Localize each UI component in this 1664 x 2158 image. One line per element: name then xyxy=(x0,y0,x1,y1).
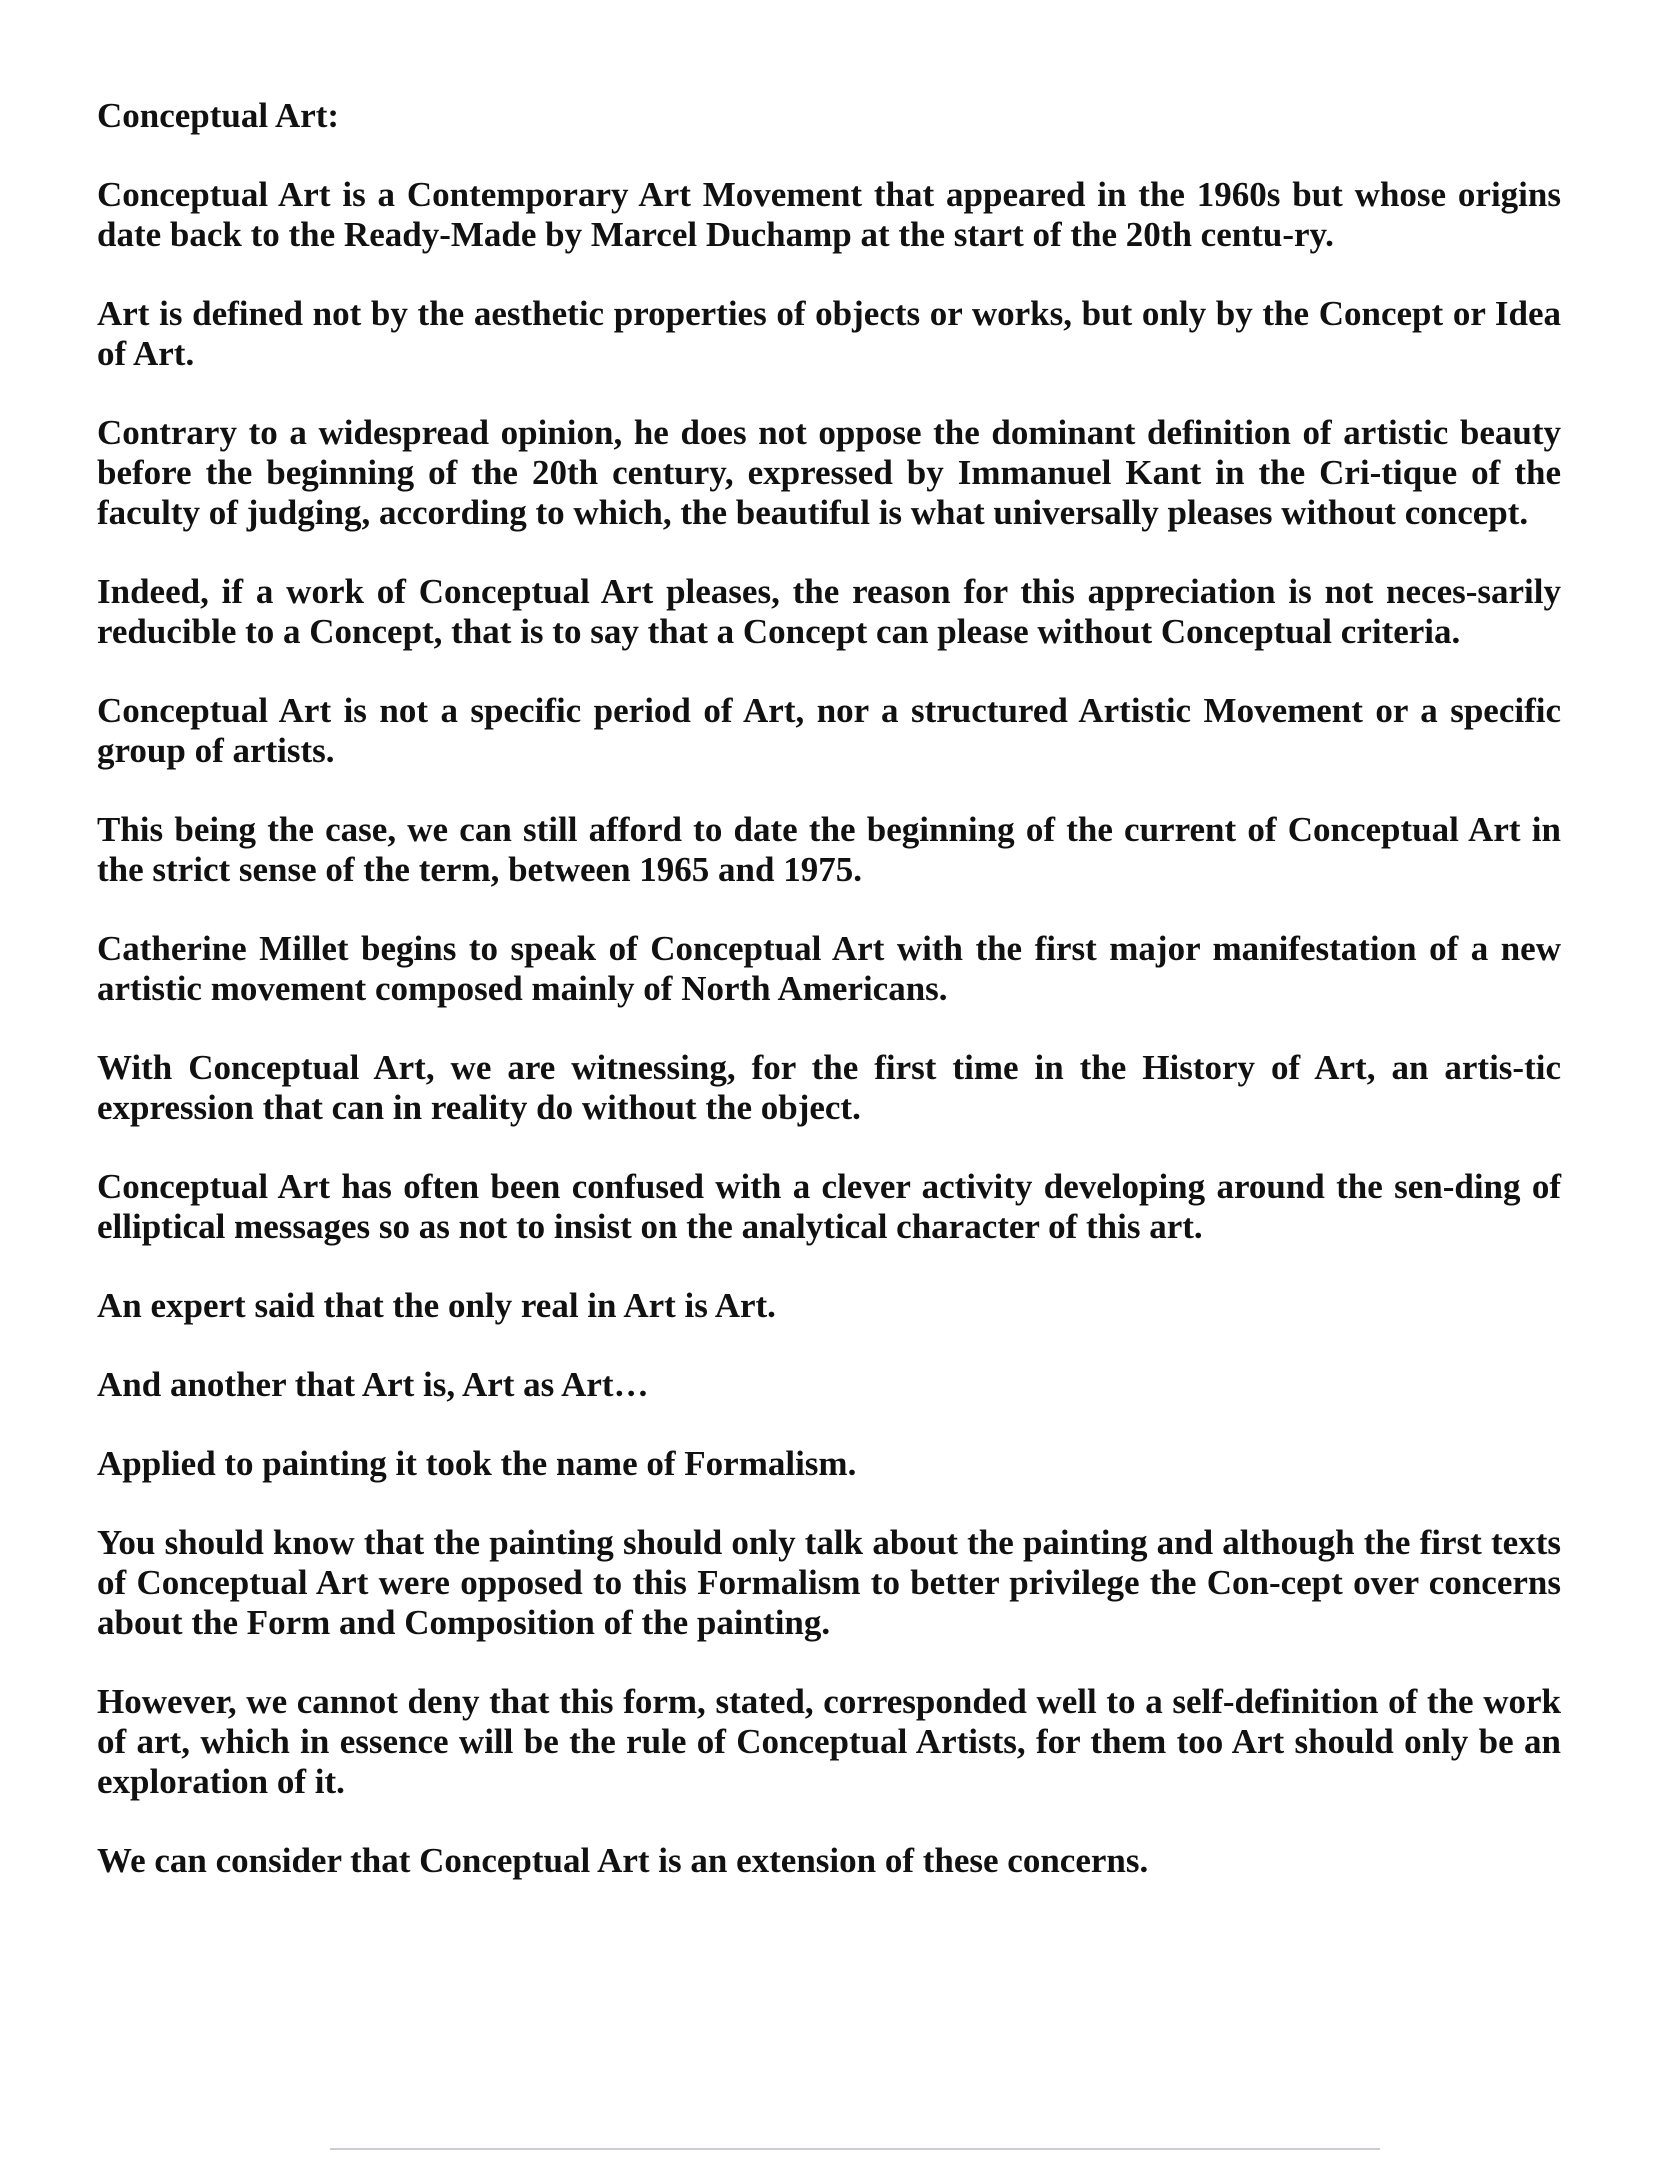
paragraph-13: You should know that the painting should only talk about the painting and although the first texts of Conceptual Art were opposed to this Formalism to better privilege the Con-cept over concerns about the Form and Composition of the painting. xyxy=(97,1523,1561,1642)
paragraph-9: Conceptual Art has often been confused with a clever activity developing around the sen-ding of elliptical messages so as not to insist on the analytical character of this art. xyxy=(97,1167,1561,1246)
paragraph-5: Conceptual Art is not a specific period of Art, nor a structured Artistic Movement or a specific group of artists. xyxy=(97,691,1561,770)
paragraph-2: Art is defined not by the aesthetic properties of objects or works, but only by the Concept or Idea of Art. xyxy=(97,294,1561,373)
paragraph-7: Catherine Millet begins to speak of Conceptual Art with the first major manifestation of a new artistic movement composed mainly of North Americans. xyxy=(97,929,1561,1008)
paragraph-6: This being the case, we can still afford to date the beginning of the current of Conceptual Art in the strict sense of the term, between 1965 and 1975. xyxy=(97,810,1561,889)
paragraph-4: Indeed, if a work of Conceptual Art pleases, the reason for this appreciation is not neces-sarily reducible to a Concept, that is to say that a Concept can please without Conceptual criteria. xyxy=(97,572,1561,651)
paragraph-10: An expert said that the only real in Art is Art. xyxy=(97,1286,776,1325)
paragraph-14: However, we cannot deny that this form, stated, corresponded well to a self-definition of the work of art, which in essence will be the rule of Conceptual Artists, for them too Art should only be an exploration of it. xyxy=(97,1682,1561,1801)
paragraph-15: We can consider that Conceptual Art is an extension of these concerns. xyxy=(97,1841,1149,1880)
document-body xyxy=(97,96,1561,1920)
paragraph-11: And another that Art is, Art as Art… xyxy=(97,1365,649,1404)
paragraph-12: Applied to painting it took the name of Formalism. xyxy=(97,1444,857,1483)
paragraph-3: Contrary to a widespread opinion, he does not oppose the dominant definition of artistic beauty before the beginning of the 20th century, expressed by Immanuel Kant in the Cri-tique of the faculty of judging, according to which, the beautiful is what universally pleases without concept. xyxy=(97,413,1561,532)
scan-edge-line xyxy=(330,2148,1380,2150)
paragraph-1: Conceptual Art is a Contemporary Art Movement that appeared in the 1960s but whose origins date back to the Ready-Made by Marcel Duchamp at the start of the 20th centu-ry. xyxy=(97,175,1561,254)
document-title: Conceptual Art: xyxy=(97,96,340,135)
paragraph-8: With Conceptual Art, we are witnessing, for the first time in the History of Art, an artis-tic expression that can in reality do without the object. xyxy=(97,1048,1561,1127)
